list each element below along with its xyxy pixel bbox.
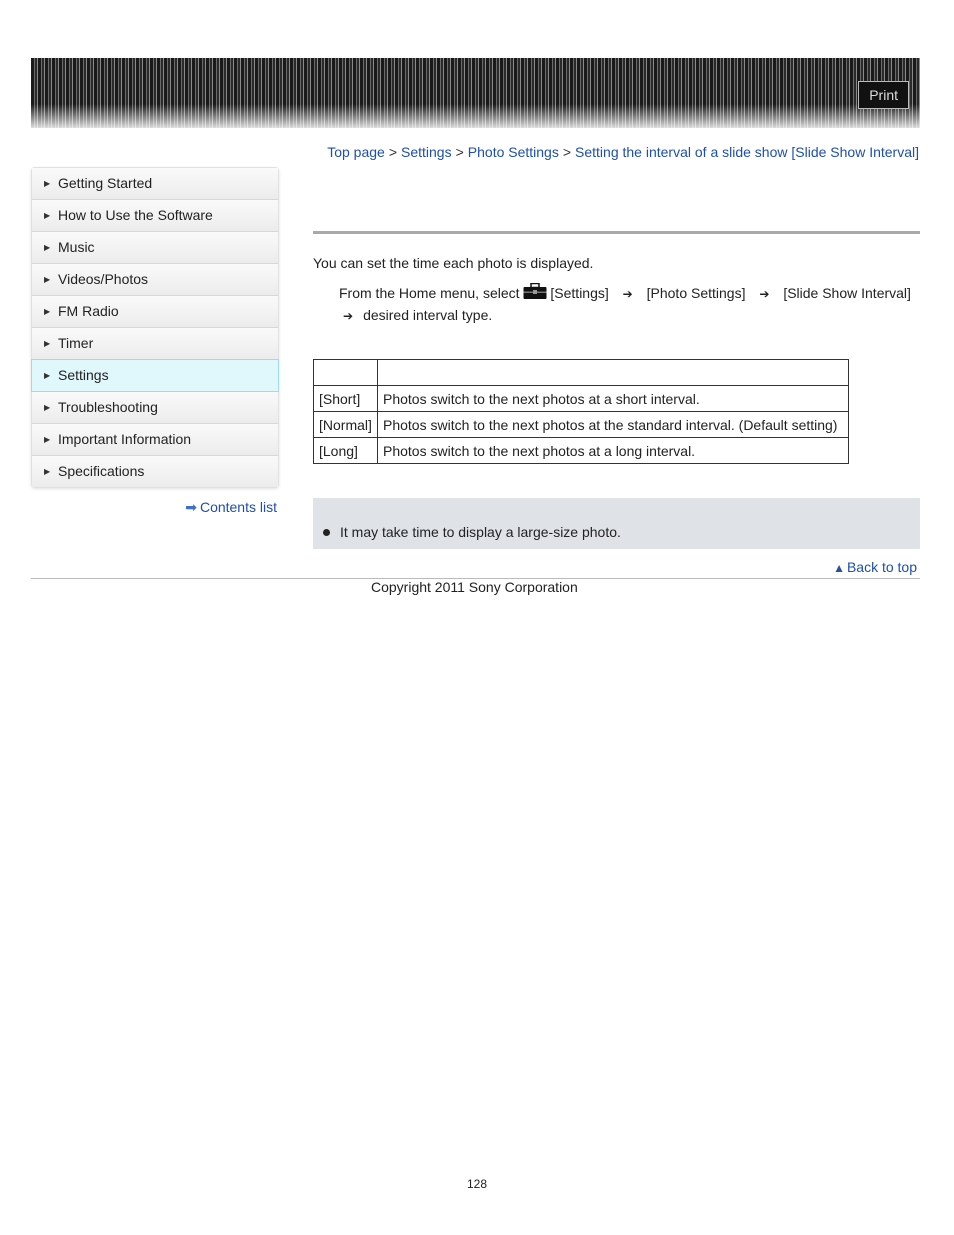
sidebar-item-label: Settings bbox=[58, 367, 109, 383]
option-cell: [Long] bbox=[314, 438, 378, 464]
hint-box bbox=[313, 498, 920, 549]
table-header-row bbox=[314, 360, 849, 386]
sidebar-item-label: How to Use the Software bbox=[58, 207, 213, 223]
breadcrumb bbox=[327, 144, 919, 160]
description-cell: Photos switch to the next photos at a long interval. bbox=[378, 438, 849, 464]
breadcrumb-separator: > bbox=[455, 144, 464, 160]
title-divider bbox=[313, 231, 920, 234]
sidebar-item-videos-photos[interactable] bbox=[32, 264, 278, 296]
intro-text: You can set the time each photo is displayed. bbox=[313, 255, 594, 271]
step-settings: [Settings] bbox=[550, 285, 609, 301]
arrow-right-icon: ➡ bbox=[185, 499, 197, 515]
triangle-right-icon: ▶ bbox=[44, 403, 51, 412]
table-header-cell bbox=[314, 360, 378, 386]
table-row bbox=[314, 412, 849, 438]
breadcrumb-settings[interactable]: Settings bbox=[401, 144, 452, 160]
sidebar-item-getting-started[interactable] bbox=[32, 168, 278, 200]
sidebar-item-label: Specifications bbox=[58, 463, 145, 479]
bullet-icon bbox=[323, 529, 330, 536]
sidebar-item-fm-radio[interactable] bbox=[32, 296, 278, 328]
step-instruction-continued bbox=[343, 307, 492, 323]
triangle-right-icon: ▶ bbox=[44, 275, 51, 284]
breadcrumb-current-page[interactable]: Setting the interval of a slide show [Slide Show Interval] bbox=[575, 144, 919, 160]
back-to-top-label: Back to top bbox=[846, 559, 917, 575]
table-header-cell bbox=[378, 360, 849, 386]
hint-item bbox=[323, 524, 621, 540]
print-button[interactable]: Print bbox=[858, 81, 909, 109]
breadcrumb-top-page[interactable]: Top page bbox=[327, 144, 385, 160]
triangle-up-icon: ▲ bbox=[833, 561, 845, 575]
triangle-right-icon: ▶ bbox=[44, 435, 51, 444]
arrow-right-icon: ➔ bbox=[622, 287, 633, 301]
sidebar-item-label: Getting Started bbox=[58, 175, 153, 191]
triangle-right-icon: ▶ bbox=[44, 307, 51, 316]
sidebar-item-label: Music bbox=[58, 239, 95, 255]
step-instruction bbox=[339, 283, 911, 301]
breadcrumb-photo-settings[interactable]: Photo Settings bbox=[467, 144, 559, 160]
table-row bbox=[314, 386, 849, 412]
sidebar-item-settings[interactable] bbox=[31, 359, 279, 392]
step-prefix: From the Home menu, select bbox=[339, 285, 520, 301]
option-cell: [Short] bbox=[314, 386, 378, 412]
sidebar-nav bbox=[31, 167, 279, 488]
contents-list-label: Contents list bbox=[199, 499, 277, 515]
table-row bbox=[314, 438, 849, 464]
sidebar-item-label: Videos/Photos bbox=[58, 271, 149, 287]
triangle-right-icon: ▶ bbox=[44, 243, 51, 252]
toolbox-icon bbox=[523, 283, 547, 300]
copyright-text: Copyright 2011 Sony Corporation bbox=[371, 579, 578, 595]
sidebar-item-how-to-use-the-software[interactable] bbox=[32, 200, 278, 232]
triangle-right-icon: ▶ bbox=[44, 371, 51, 380]
hint-text: It may take time to display a large-size photo. bbox=[340, 524, 621, 540]
sidebar-item-important-information[interactable] bbox=[32, 424, 278, 456]
sidebar-item-music[interactable] bbox=[32, 232, 278, 264]
triangle-right-icon: ▶ bbox=[44, 179, 51, 188]
option-cell: [Normal] bbox=[314, 412, 378, 438]
back-to-top-link[interactable] bbox=[833, 559, 917, 575]
sidebar-item-troubleshooting[interactable] bbox=[32, 392, 278, 424]
breadcrumb-separator: > bbox=[388, 144, 397, 160]
sidebar-item-timer[interactable] bbox=[32, 328, 278, 360]
header-banner bbox=[31, 58, 920, 128]
step-desired: desired interval type. bbox=[363, 307, 493, 323]
sidebar-item-label: Timer bbox=[58, 335, 94, 351]
sidebar-item-label: FM Radio bbox=[58, 303, 119, 319]
step-slide-show-interval: [Slide Show Interval] bbox=[783, 285, 911, 301]
description-cell: Photos switch to the next photos at a short interval. bbox=[378, 386, 849, 412]
arrow-right-icon: ➔ bbox=[759, 287, 770, 301]
options-table bbox=[313, 359, 849, 464]
page-number: 128 bbox=[467, 1177, 488, 1191]
description-cell: Photos switch to the next photos at the standard interval. (Default setting) bbox=[378, 412, 849, 438]
triangle-right-icon: ▶ bbox=[44, 211, 51, 220]
sidebar-item-label: Troubleshooting bbox=[58, 399, 158, 415]
triangle-right-icon: ▶ bbox=[44, 467, 51, 476]
sidebar-item-label: Important Information bbox=[58, 431, 192, 447]
sidebar-item-specifications[interactable] bbox=[32, 456, 278, 487]
arrow-right-icon: ➔ bbox=[343, 309, 354, 323]
breadcrumb-separator: > bbox=[562, 144, 572, 160]
triangle-right-icon: ▶ bbox=[44, 339, 51, 348]
step-photo-settings: [Photo Settings] bbox=[646, 285, 746, 301]
contents-list-link[interactable] bbox=[185, 499, 277, 516]
